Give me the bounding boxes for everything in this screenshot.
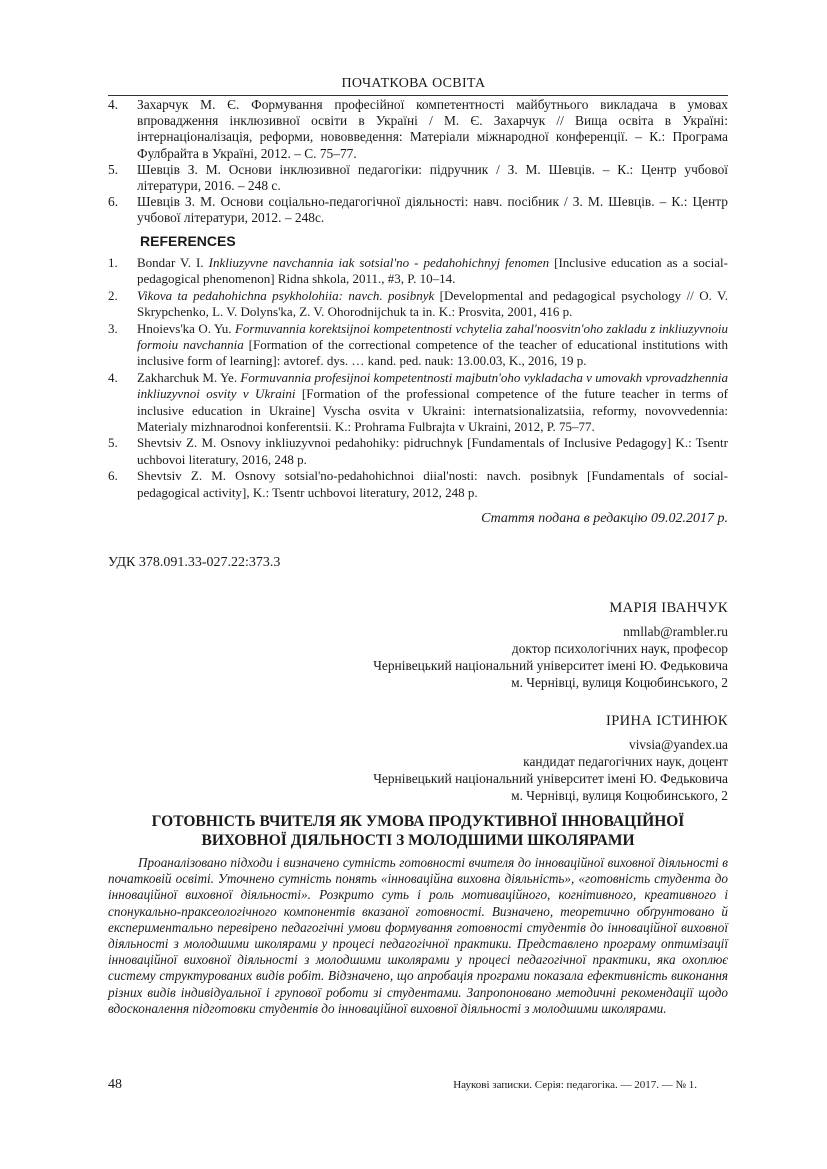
- ref-text-italic: Formuvannia profesijnoi kompetentnosti majbutn'oho vykladacha v umovakh vprovadzhennia inkliuzyvnoi osvity v Ukraini: [137, 369, 728, 402]
- ref-number: 6.: [108, 468, 118, 484]
- udk-code: УДК 378.091.33-027.22:373.3: [108, 555, 281, 570]
- ref-number: 6.: [108, 194, 119, 210]
- ref-text-plain: [Formation of the professional competence of the future teacher in terms of inclusive education in Ukraine] Vyscha osvita v Ukraini: internatsionalizatsiia, reformy, novovvedennia: Materialy mizhnarodnoi konferentsii. K.: Prohrama Fulbrajta v Ukraini, 2012, P. 75–77.: [137, 386, 728, 435]
- author-block: [373, 713, 728, 804]
- author-university: Чернівецький національний університет імені Ю. Федьковича: [373, 771, 728, 786]
- ref-text-plain: Hnoievs'ka O. Yu.: [137, 320, 235, 336]
- ref-text-plain: Zakharchuk M. Ye.: [137, 369, 241, 385]
- en-reference-list: [108, 255, 728, 501]
- author-degree: кандидат педагогічних наук, доцент: [523, 754, 728, 769]
- list-item: [108, 435, 728, 468]
- abstract: Проаналізовано підходи і визначено сутність готовності вчителя до інноваційної виховної діяльності в початковій освіті. Уточнено сутність понять «інноваційна виховна діяльність», «готовність студента до інноваційної виховної діяльності». Розкрито суть і роль мотиваційного, когнітивного, креативного і спонукально-праксеологічного компонентів вказаної готовності. Визначено, теоретично обґрунтовано й експериментально перевірено педагогічні умови формування готовності студентів до інноваційної виховної діяльності з молодшими школярами у процесі педагогічної практики. Представлено програму оптимізації інноваційної виховної діяльності з молодшими школярами у процесі педагогічної практики, яка охоплює систему структурованих видів робіт. Відзначено, що апробація програми показала ефективність виконання різних видів індивідуальної і групової роботи зі студентами. Запропоновано методичні рекомендації щодо вдосконалення підготовки студентів до інноваційної виховної діяльності з молодшими школярами.: [108, 855, 728, 1016]
- ref-text-italic: Vikova ta pedahohichna psykholohiia: navch. posibnyk: [137, 287, 435, 303]
- ref-number: 4.: [108, 97, 119, 112]
- list-item: [108, 194, 728, 226]
- list-item: [108, 321, 728, 370]
- ref-text-plain: [Formation of the correctional competence of the teacher of educational institutions with inclusive form of learning]: avtoref. dys. … kand. ped. nauk: 13.00.03, K., 2016, 19 p.: [137, 337, 728, 369]
- author-address: м. Чернівці, вулиця Коцюбинського, 2: [511, 675, 728, 690]
- ref-text-plain: Shevtsiv Z. M. Osnovy inkliuzyvnoi pedahohiky: pidruchnyk [Fundamentals of Inclusive Pedagogy] K.: Tsentr uchbovoi literatury, 2016, 248 p.: [137, 435, 728, 467]
- ref-text-italic: Inkliuzyvne navchannia iak sotsial'no - pedahohichnyj fenomen: [208, 255, 550, 270]
- running-header: ПОЧАТКОВА ОСВІТА: [341, 76, 486, 91]
- author-email: vivsia@yandex.ua: [629, 737, 728, 752]
- ref-text-plain: Shevtsiv Z. M. Osnovy sotsial'no-pedahohichnoi diial'nosti: navch. posibnyk [Fundamentals of social-pedagogical activity], K.: Tsentr uchbovoi literatury, 2012, 248 p.: [137, 468, 728, 500]
- author-name: ІРИНА ІСТИНЮК: [605, 713, 728, 729]
- ref-text: Шевців З. М. Основи інклюзивної педагогіки: підручник / З. М. Шевців. – К.: Центр учбової літератури, 2016. – 248 с.: [137, 161, 728, 194]
- ref-text-plain: [Inclusive education as a social-pedagogical phenomenon] Ridna shkola, 2011., #3, P. 10–14.: [137, 255, 728, 287]
- article-title-line: ГОТОВНІСТЬ ВЧИТЕЛЯ ЯК УМОВА ПРОДУКТИВНОЇ ІННОВАЦІЙНОЇ: [151, 813, 685, 830]
- journal-footer: Наукові записки. Серія: педагогіка. — 2017. — № 1.: [453, 1079, 697, 1091]
- author-degree: доктор психологічних наук, професор: [511, 641, 728, 656]
- ref-number: 5.: [108, 435, 118, 451]
- ref-number: 2.: [108, 287, 118, 303]
- author-address: м. Чернівці, вулиця Коцюбинського, 2: [511, 788, 728, 803]
- page-number: 48: [108, 1077, 122, 1092]
- author-email: nmllab@rambler.ru: [623, 624, 728, 639]
- list-item: [108, 468, 728, 501]
- article-title-line: ВИХОВНОЇ ДІЯЛЬНОСТІ З МОЛОДШИМИ ШКОЛЯРАМИ: [201, 832, 635, 849]
- author-block: [373, 600, 728, 691]
- header-divider: [108, 95, 728, 96]
- list-item: [108, 255, 728, 288]
- references-heading: REFERENCES: [140, 233, 236, 249]
- author-name: МАРІЯ ІВАНЧУК: [609, 600, 728, 616]
- ref-number: 1.: [108, 255, 118, 270]
- submission-date: Стаття подана в редакцію 09.02.2017 р.: [481, 511, 728, 526]
- ref-text-plain: Bondar V. I.: [137, 255, 209, 270]
- list-item: [108, 288, 728, 321]
- list-item: [108, 370, 728, 436]
- list-item: [108, 162, 728, 194]
- article-title: [108, 812, 728, 850]
- author-university: Чернівецький національний університет імені Ю. Федьковича: [373, 658, 728, 673]
- ua-reference-list: [108, 97, 728, 227]
- ref-number: 4.: [108, 369, 118, 385]
- ref-text: Захарчук М. Є. Формування професійної компетентності майбутнього викладача в умовах впровадження інклюзивної освіти в Україні / М. Є. Захарчук // Вища освіта в Україні: інтернаціоналізація, реформи, нововведення: Матеріали міжнародної конференції. – К.: Програма Фулбрайта в Україні, 2012. – С. 75–77.: [137, 97, 728, 161]
- ref-text: Шевців З. М. Основи соціально-педагогічної діяльності: навч. посібник / З. М. Шевців. – К.: Центр учбової літератури, 2012. – 248с.: [137, 194, 728, 226]
- ref-number: 5.: [108, 161, 119, 177]
- list-item: [108, 97, 728, 162]
- ref-text-italic: Formuvannia korektsijnoi kompetentnosti vchytelia zahal'noosvitn'oho zakladu z inkliuzyvnoiu formoiu navchannia: [137, 320, 729, 353]
- ref-number: 3.: [108, 320, 118, 336]
- ref-text-plain: [Developmental and pedagogical psychology // O. V. Skrypchenko, L. V. Dolyns'ka, Z. V. Ohorodnijchuk ta in. K.: Prosvita, 2001, 416 p.: [137, 287, 728, 320]
